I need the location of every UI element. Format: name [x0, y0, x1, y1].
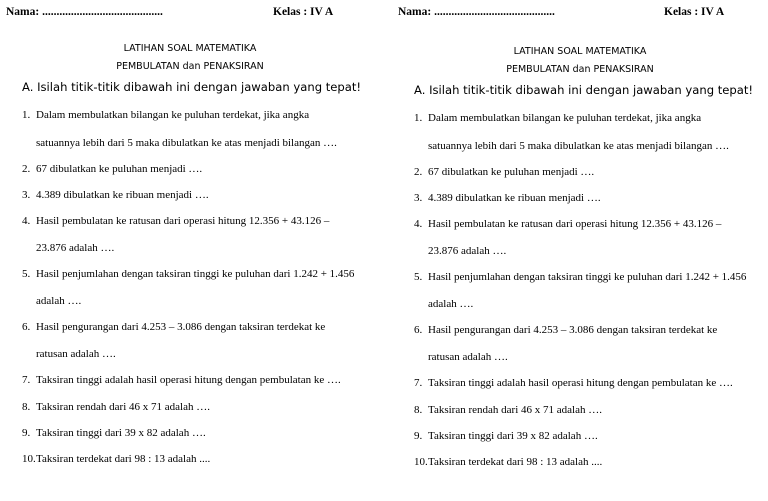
question-text: Taksiran rendah dari 46 x 71 adalah ….	[428, 404, 602, 416]
worksheet-subtitle: PEMBULATAN dan PENAKSIRAN	[116, 61, 264, 72]
question-text: Dalam membulatkan bilangan ke puluhan terdekat, jika angka	[428, 112, 702, 124]
question-text-continued: ratusan adalah ….	[36, 348, 116, 360]
question-text: Hasil pengurangan dari 4.253 – 3.086 dengan taksiran terdekat ke	[428, 324, 718, 336]
worksheet-title: LATIHAN SOAL MATEMATIKA	[123, 43, 257, 54]
question-number: 10.	[414, 456, 428, 468]
question-item	[22, 189, 209, 201]
question-item	[414, 166, 594, 178]
question-item	[414, 112, 701, 124]
question-item	[22, 427, 206, 439]
question-text-continued: adalah ….	[428, 298, 474, 310]
question-text-continued: satuannya lebih dari 5 maka dibulatkan ke atas menjadi bilangan ….	[36, 137, 337, 149]
question-text: 67 dibulatkan ke puluhan menjadi ….	[36, 163, 203, 175]
question-text: Hasil penjumlahan dengan taksiran tinggi ke puluhan dari 1.242 + 1.456	[36, 268, 355, 280]
worksheet-title: LATIHAN SOAL MATEMATIKA	[513, 46, 647, 57]
question-text-continued: 23.876 adalah ….	[428, 245, 507, 257]
question-number: 6.	[414, 324, 423, 336]
question-text: Taksiran tinggi dari 39 x 82 adalah ….	[36, 427, 206, 439]
question-item	[414, 404, 602, 416]
question-text: Hasil pengurangan dari 4.253 – 3.086 dengan taksiran terdekat ke	[36, 321, 326, 333]
question-text: Hasil pembulatan ke ratusan dari operasi hitung 12.356 + 43.126 –	[36, 215, 330, 227]
question-item	[414, 271, 746, 283]
question-text: 67 dibulatkan ke puluhan menjadi ….	[428, 166, 595, 178]
question-number: 4.	[22, 215, 31, 227]
question-item	[414, 456, 602, 468]
question-item	[22, 453, 210, 465]
worksheet-right	[390, 0, 768, 501]
question-number: 3.	[22, 189, 31, 201]
question-text-continued: ratusan adalah ….	[428, 351, 508, 363]
question-number: 7.	[414, 377, 423, 389]
question-item	[22, 321, 325, 333]
class-label: Kelas : IV A	[273, 6, 334, 18]
question-text: Taksiran terdekat dari 98 : 13 adalah ....	[36, 453, 211, 465]
question-number: 1.	[22, 109, 31, 121]
question-number: 2.	[22, 163, 31, 175]
name-field-label: Nama: ..........................................	[6, 6, 163, 18]
question-item	[22, 268, 354, 280]
question-item	[22, 109, 309, 121]
question-item	[22, 401, 210, 413]
question-item	[22, 374, 341, 386]
question-text: Hasil penjumlahan dengan taksiran tinggi ke puluhan dari 1.242 + 1.456	[428, 271, 747, 283]
question-text-continued: 23.876 adalah ….	[36, 242, 115, 254]
question-item	[22, 163, 202, 175]
question-item	[414, 218, 721, 230]
question-text: Dalam membulatkan bilangan ke puluhan terdekat, jika angka	[36, 109, 310, 121]
question-number: 5.	[414, 271, 423, 283]
question-text: Taksiran tinggi adalah hasil operasi hitung dengan pembulatan ke ….	[36, 374, 341, 386]
worksheet-subtitle: PEMBULATAN dan PENAKSIRAN	[506, 64, 654, 75]
question-text: 4.389 dibulatkan ke ribuan menjadi ….	[428, 192, 601, 204]
question-number: 4.	[414, 218, 423, 230]
question-number: 2.	[414, 166, 423, 178]
question-text: Taksiran terdekat dari 98 : 13 adalah ....	[428, 456, 603, 468]
question-number: 10.	[22, 453, 36, 465]
question-number: 7.	[22, 374, 31, 386]
class-label: Kelas : IV A	[664, 6, 725, 18]
question-number: 6.	[22, 321, 31, 333]
question-number: 9.	[414, 430, 423, 442]
section-instruction: A. Isilah titik-titik dibawah ini dengan jawaban yang tepat!	[22, 80, 362, 94]
question-item	[414, 192, 601, 204]
question-text: 4.389 dibulatkan ke ribuan menjadi ….	[36, 189, 209, 201]
question-number: 3.	[414, 192, 423, 204]
question-item	[414, 324, 717, 336]
question-item	[22, 215, 329, 227]
question-text: Taksiran rendah dari 46 x 71 adalah ….	[36, 401, 210, 413]
section-instruction: A. Isilah titik-titik dibawah ini dengan jawaban yang tepat!	[414, 83, 754, 97]
question-number: 8.	[22, 401, 31, 413]
question-number: 5.	[22, 268, 31, 280]
question-text: Taksiran tinggi dari 39 x 82 adalah ….	[428, 430, 598, 442]
question-number: 9.	[22, 427, 31, 439]
name-field-label: Nama: ..........................................	[398, 6, 555, 18]
question-text: Taksiran tinggi adalah hasil operasi hitung dengan pembulatan ke ….	[428, 377, 733, 389]
question-text-continued: adalah ….	[36, 295, 82, 307]
question-text: Hasil pembulatan ke ratusan dari operasi hitung 12.356 + 43.126 –	[428, 218, 722, 230]
question-number: 1.	[414, 112, 423, 124]
question-item	[414, 430, 598, 442]
question-text-continued: satuannya lebih dari 5 maka dibulatkan ke atas menjadi bilangan ….	[428, 140, 729, 152]
question-number: 8.	[414, 404, 423, 416]
question-item	[414, 377, 733, 389]
